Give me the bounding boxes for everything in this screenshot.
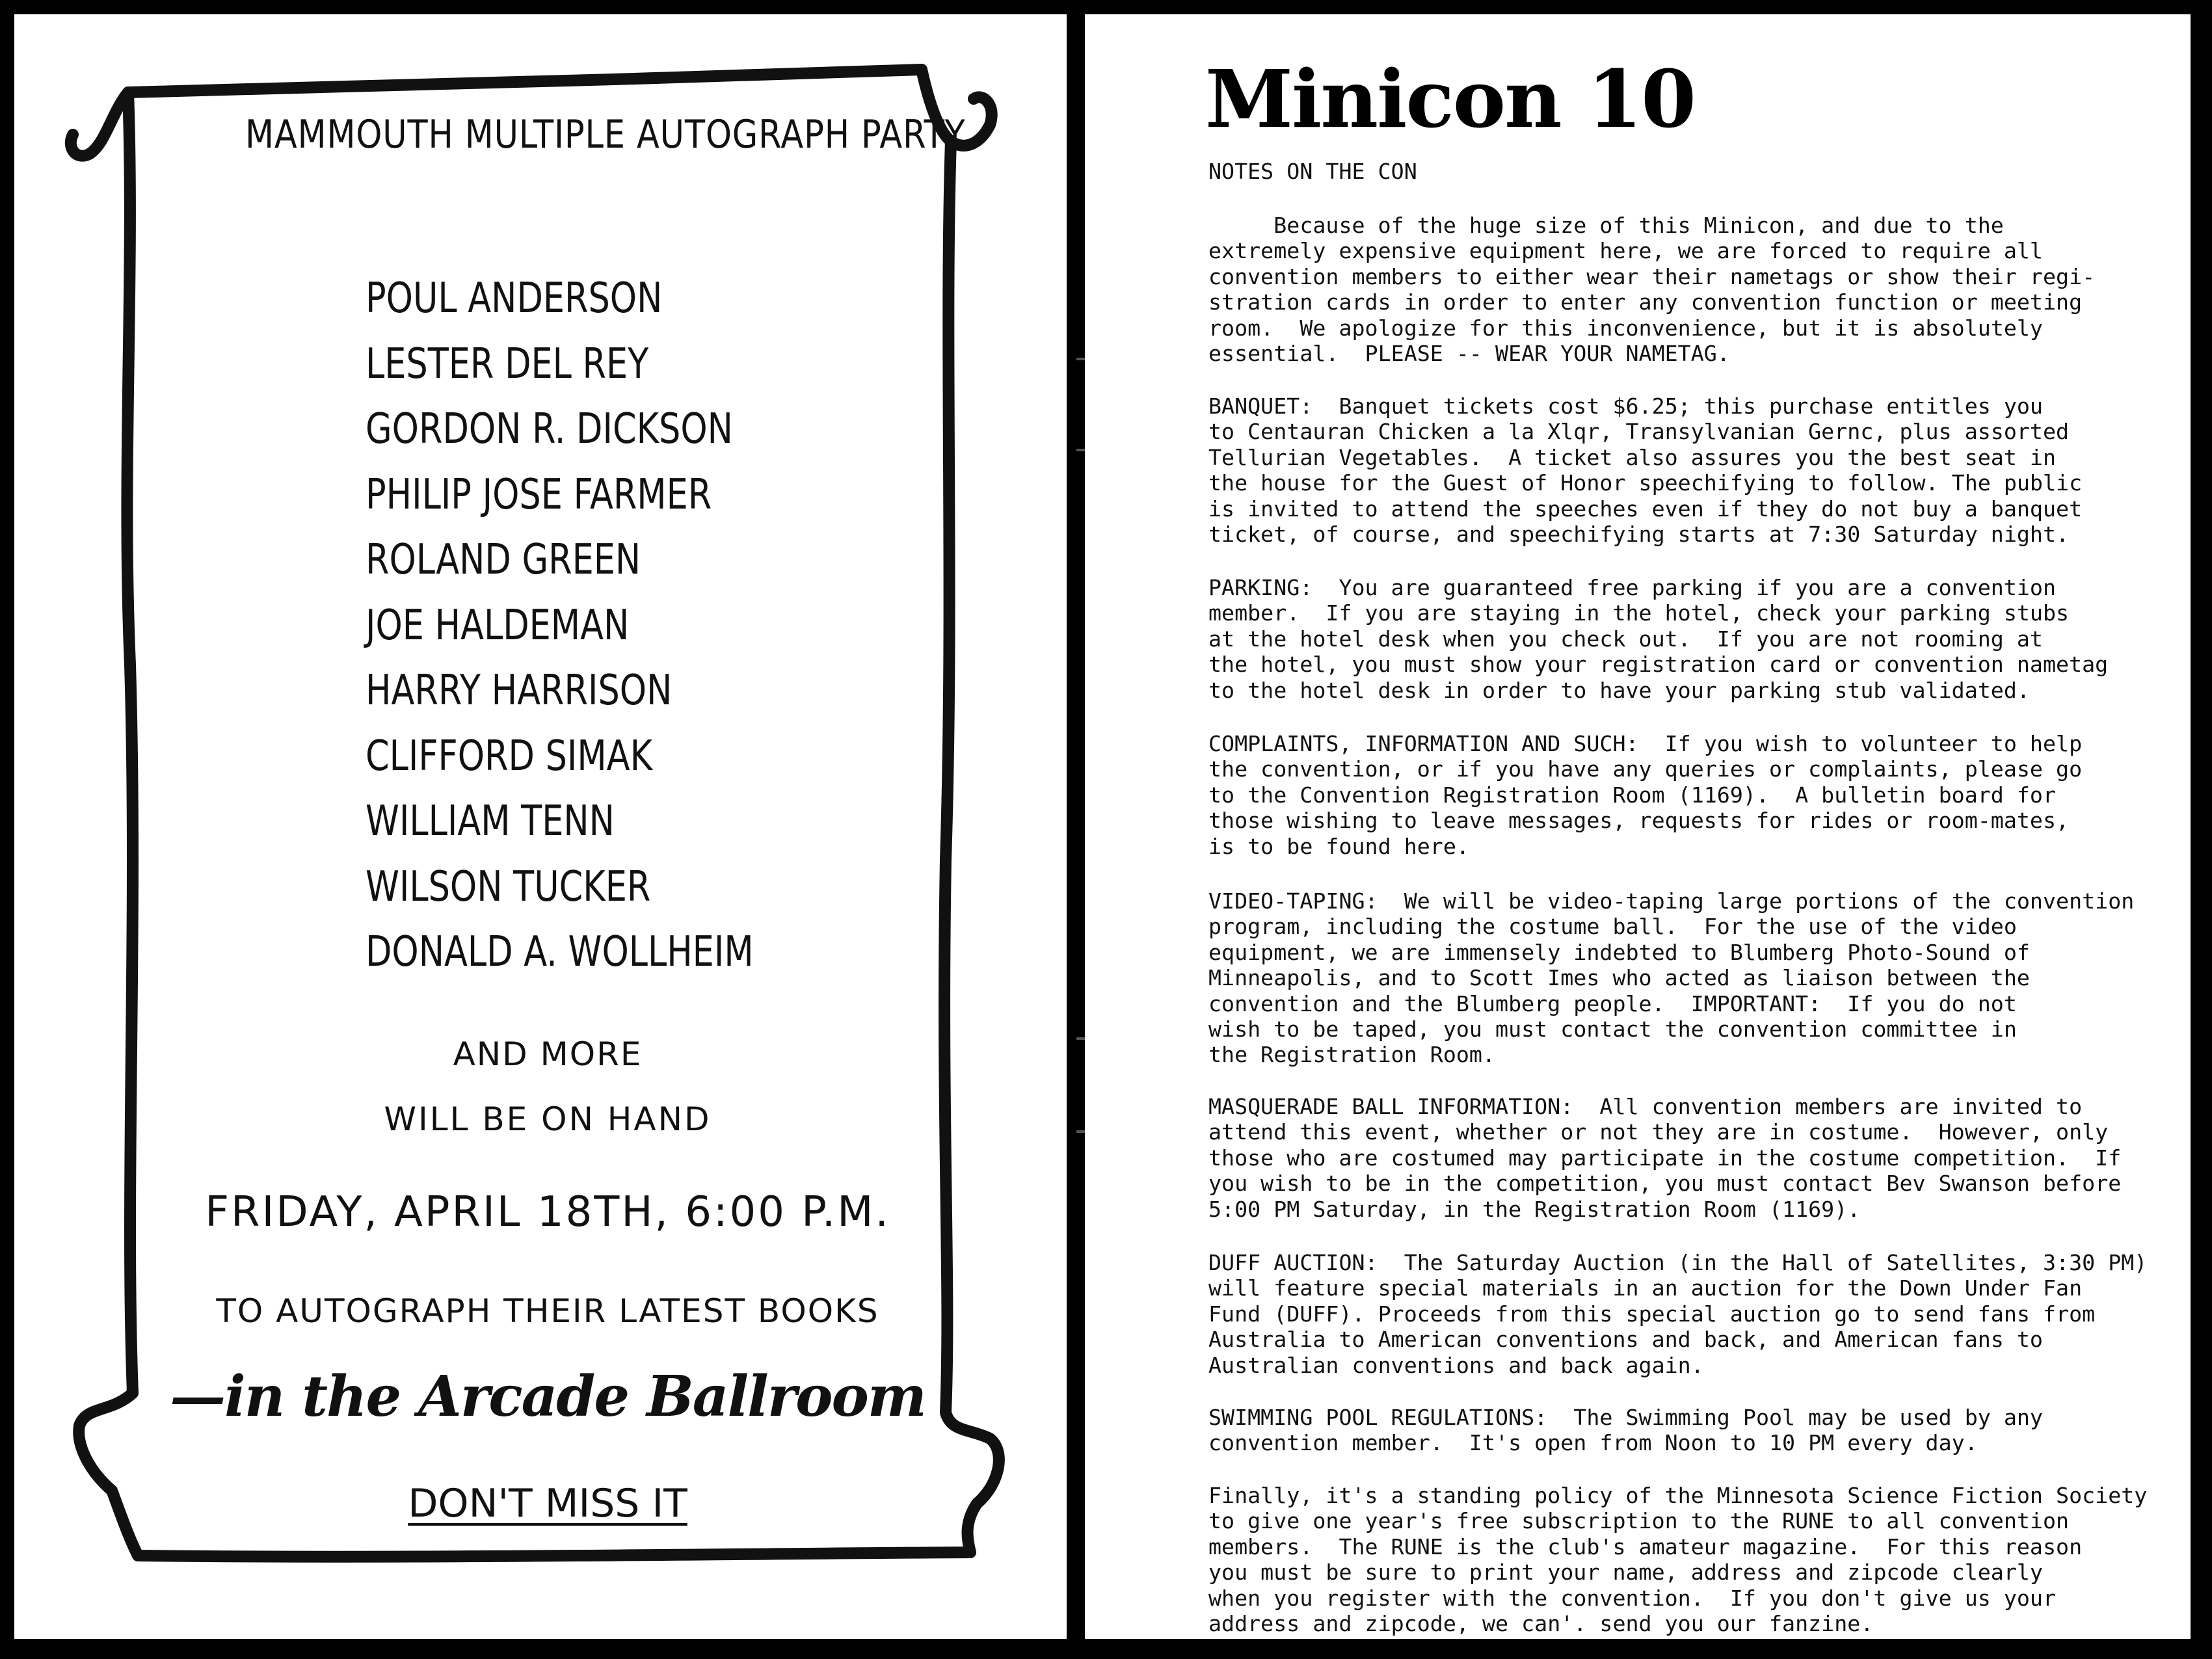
complaints-paragraph: COMPLAINTS, INFORMATION AND SUCH: If you wish to volunteer to help the convention, or if you have any queries or complaints, please go to the Convention Registration Room (1169). A bulletin board for those wishing to leave messages, requests for rides or room-mates, is to be found here. xyxy=(1208,731,2083,859)
parking-paragraph: PARKING: You are guaranteed free parking if you are a convention member. If you are staying in the hotel, check your parking stubs at the hotel desk when you check out. If you are not rooming at the hotel, you must show your registration card or convention nametag to the hotel desk in order to have your parking stub validated. xyxy=(1208,575,2109,703)
author-name: POUL ANDERSON xyxy=(366,274,663,323)
author-name: WILSON TUCKER xyxy=(366,862,651,911)
swimming-pool-paragraph: SWIMMING POOL REGULATIONS: The Swimming Pool may be used by any convention member. It's open from Noon to 10 PM every day. xyxy=(1208,1405,2043,1456)
gutter-mark xyxy=(1076,449,1086,451)
notes-page xyxy=(1085,14,2191,1639)
gutter-mark xyxy=(1076,1130,1086,1133)
document-title: Minicon 10 xyxy=(1205,52,1696,146)
closing-line: DON'T MISS IT xyxy=(408,1481,687,1526)
author-name: GORDON R. DICKSON xyxy=(366,405,733,453)
and-more-text: AND MORE xyxy=(453,1035,643,1073)
on-hand-text: WILL BE ON HAND xyxy=(384,1100,712,1138)
duff-auction-paragraph: DUFF AUCTION: The Saturday Auction (in the Hall of Satellites, 3:30 PM) will feature special materials in an auction for the Down Under Fan Fund (DUFF). Proceeds from this special auction go to send fans from Australia to American conventions and back, and American fans to Australian conventions and back again. xyxy=(1208,1250,2148,1378)
poster-title: MAMMOUTH MULTIPLE AUTOGRAPH PARTY xyxy=(245,112,966,157)
banquet-paragraph: BANQUET: Banquet tickets cost $6.25; this purchase entitles you to Centauran Chicken a la Xlqr, Transylvanian Gernc, plus assorted Tellurian Vegetables. A ticket also assures you the best seat in the house for the Guest of Honor speechifying to follow. The public is invited to attend the speeches even if they do not buy a banquet ticket, of course, and speechifying starts at 7:30 Saturday night. xyxy=(1208,393,2083,548)
author-name: LESTER DEL REY xyxy=(366,339,649,388)
video-taping-paragraph: VIDEO-TAPING: We will be video-taping large portions of the convention program, including the costume ball. For the use of the video equipment, we are immensely indebted to Blumberg Photo-Sound of Minneapolis, and to Scott Imes who acted as liaison between the convention and the Blumberg people. IMPORTANT: If you do not wish to be taped, you must contact the convention committee in the Registration Room. xyxy=(1208,888,2135,1068)
rune-paragraph: Finally, it's a standing policy of the Minnesota Science Fiction Society to give one year's free subscription to the RUNE to all convention members. The RUNE is the club's amateur magazine. For this reason you must be sure to print your name, address and zipcode clearly when you register with the convention. If you don't give us your address and zipcode, we can'. send you our fanzine. xyxy=(1208,1483,2148,1637)
author-name: JOE HALDEMAN xyxy=(366,601,630,650)
author-list xyxy=(366,274,839,994)
poster-page xyxy=(14,14,1067,1639)
intro-paragraph: Because of the huge size of this Minicon, and due to the extremely expensive equipment here, we are forced to require all convention members to either wear their nametags or show their regi- stration cards in order to enter any convention function or meeting room. We apologize for this inconvenience, but it is absolutely essential. PLEASE -- WEAR YOUR NAMETAG. xyxy=(1208,213,2096,367)
author-name: PHILIP JOSE FARMER xyxy=(366,470,712,519)
author-name: ROLAND GREEN xyxy=(366,536,641,584)
section-heading: NOTES ON THE CON xyxy=(1208,159,1417,184)
event-purpose: TO AUTOGRAPH THEIR LATEST BOOKS xyxy=(216,1292,879,1330)
gutter-mark xyxy=(1076,358,1086,360)
author-name: CLIFFORD SIMAK xyxy=(366,732,652,780)
author-name: HARRY HARRISON xyxy=(366,667,673,715)
event-date: FRIDAY, APRIL 18TH, 6:00 P.M. xyxy=(205,1188,890,1236)
gutter-mark xyxy=(1076,1037,1086,1040)
author-name: DONALD A. WOLLHEIM xyxy=(366,928,754,976)
author-name: WILLIAM TENN xyxy=(366,797,615,845)
masquerade-paragraph: MASQUERADE BALL INFORMATION: All convention members are invited to attend this event, whether or not they are in costume. However, only those who are costumed may participate in the costume competition. If you wish to be in the competition, you must contact Bev Swanson before 5:00 PM Saturday, in the Registration Room (1169). xyxy=(1208,1094,2122,1222)
event-location: —in the Arcade Ballroom xyxy=(170,1364,926,1429)
